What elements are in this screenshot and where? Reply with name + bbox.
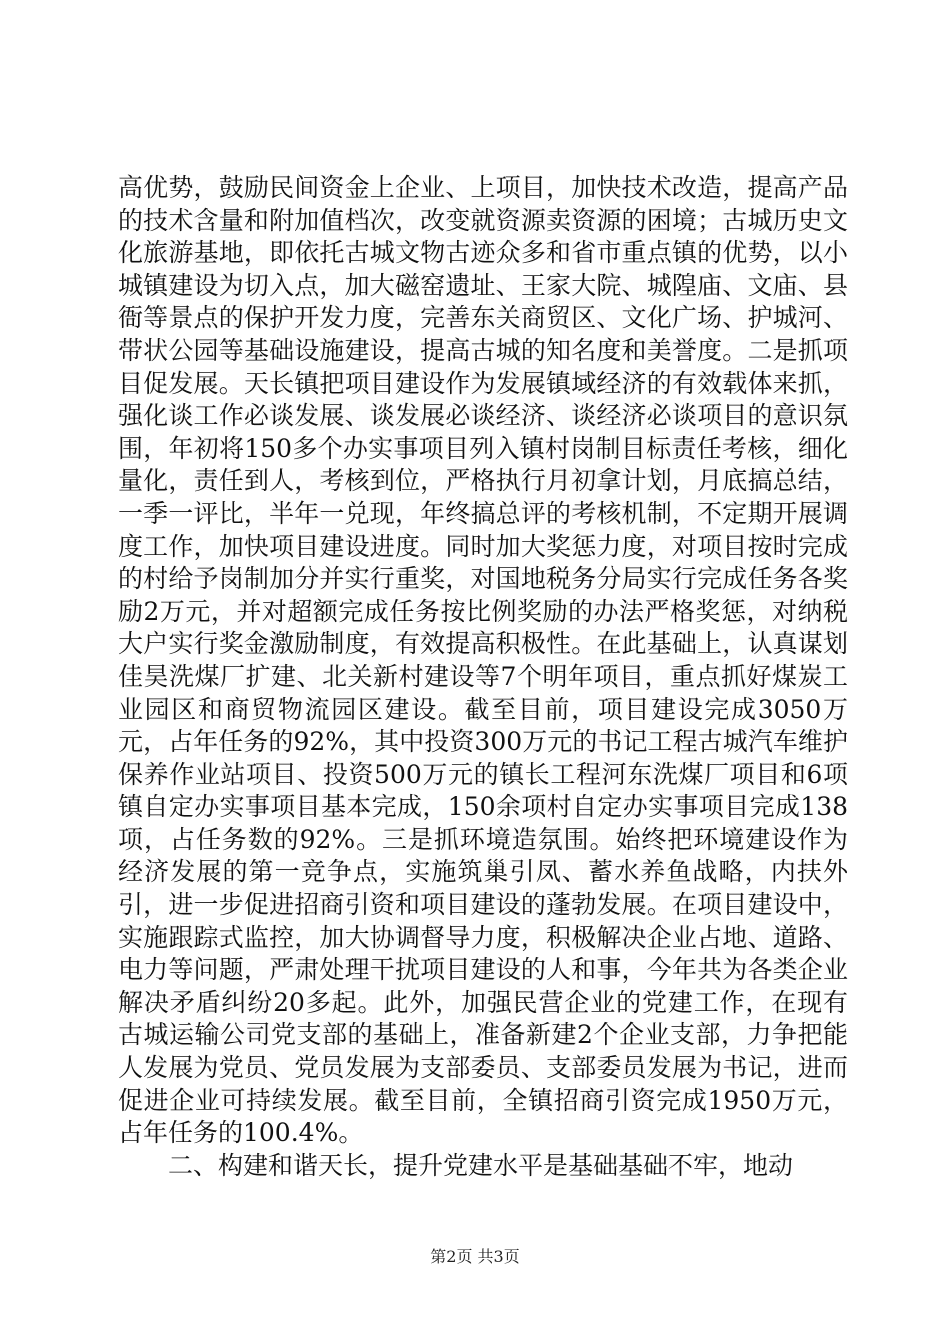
paragraph: 高优势，鼓励民间资金上企业、上项目，加快技术改造，提高产品的技术含量和附加值档次，改变就资源卖资源的困境；古城历史文化旅游基地，即依托古城文物古迹众多和省市重点镇的优势，以小城镇建设为切入点，加大磁窑遗址、王家大院、城隍庙、文庙、县衙等景点的保护开发力度，完善东关商贸区、文化广场、护城河、带状公园等基础设施建设，提高古城的知名度和美誉度。二是抓项目促发展。天长镇把项目建设作为发展镇域经济的有效载体来抓，强化谈工作必谈发展、谈发展必谈经济、谈经济必谈项目的意识氛围，年初将150多个办实事项目列入镇村岗制目标责任考核，细化量化，责任到人，考核到位，严格执行月初拿计划，月底搞总结，一季一评比，半年一兑现，年终搞总评的考核机制，不定期开展调度工作，加快项目建设进度。同时加大奖惩力度，对项目按时完成的村给予岗制加分并实行重奖，对国地税务分局实行完成任务各奖励2万元，并对超额完成任务按比例奖励的办法严格奖惩，对纳税大户实行奖金激励制度，有效提高积极性。在此基础上，认真谋划佳昊洗煤厂扩建、北关新村建设等7个明年项目，重点抓好煤炭工业园区和商贸物流园区建设。截至目前，项目建设完成3050万元，占年任务的92%，其中投资300万元的书记工程古城汽车维护保养作业站项目、投资500万元的镇长工程河东洗煤厂项目和6项镇自定办实事项目基本完成，150余项村自定办实事项目完成138项，占任务数的92%。三是抓环境造氛围。始终把环境建设作为经济发展的第一竞争点，实施筑巢引凤、蓄水养鱼战略，内扶外引，进一步促进招商引资和项目建设的蓬勃发展。在项目建设中，实施跟踪式监控，加大协调督导力度，积极解决企业占地、道路、电力等问题，严肃处理干扰项目建设的人和事，今年共为各类企业解决矛盾纠纷20多起。此外，加强民营企业的党建工作，在现有古城运输公司党支部的基础上，准备新建2个企业支部，力争把能人发展为党员、党员发展为支部委员、支部委员发展为书记，进而促进企业可持续发展。截至目前，全镇招商引资完成1950万元，占年任务的100.4%。 <box>118 173 848 1148</box>
body-text <box>118 172 848 1182</box>
paragraph: 二、构建和谐天长，提升党建水平是基础基础不牢，地动 <box>168 1150 794 1180</box>
page-footer: 第2页 共3页 <box>430 1247 520 1266</box>
